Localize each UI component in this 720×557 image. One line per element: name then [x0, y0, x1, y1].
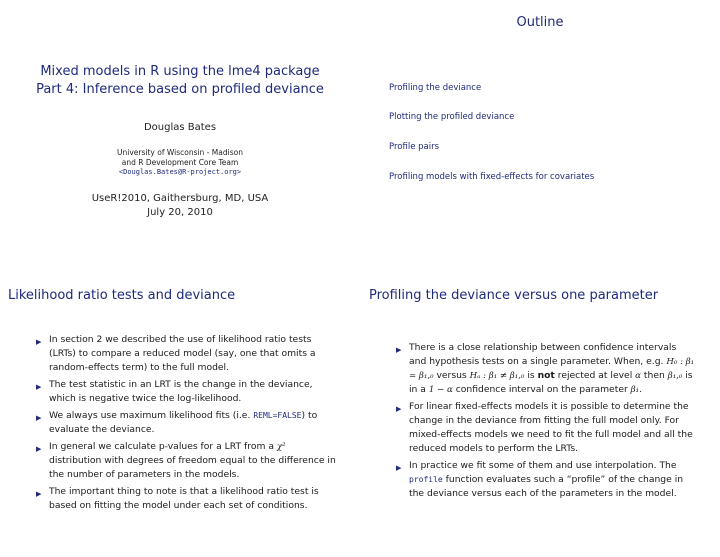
bullet-triangle-icon: ▶: [36, 445, 42, 453]
profile-bullet-list: [396, 341, 696, 504]
profile-title: Profiling the deviance versus one parameter: [369, 288, 659, 303]
list-item: ▶ In practice we fit some of them and use interpolation. The profile function evaluates such a “profile” of the change in the deviance versus each of the parameters in the model.: [396, 460, 684, 499]
author-name: Douglas Bates: [143, 122, 217, 133]
list-item: ▶ The test statistic in an LRT is the change in the deviance, which is negative twice the log-likelihood.: [36, 379, 313, 404]
list-item: ▶ There is a close relationship between confidence intervals and hypothesis tests on a single parameter. When, e.g. H₀ : β₁ = β₁,₀ versus Hₐ : β₁ ≠ β₁,₀ is not rejected at level α then β₁,₀ is in a 1 − α confidence interval on the parameter β₁.: [396, 342, 695, 395]
bullet-triangle-icon: ▶: [36, 490, 42, 498]
bullet-triangle-icon: ▶: [396, 346, 402, 354]
reml-false-code: REML=FALSE: [253, 411, 302, 420]
lrt-slide: [0, 279, 360, 557]
event-name: UseR!2010, Gaithersburg, MD, USA: [91, 193, 269, 204]
profile-slide: [360, 279, 720, 557]
list-item: ▶ In section 2 we described the use of likelihood ratio tests (LRTs) to compare a reduced model (say, one that omits a random-effects term) to the full model.: [36, 334, 316, 373]
bullet-triangle-icon: ▶: [36, 383, 42, 391]
bullet-triangle-icon: ▶: [36, 338, 42, 346]
outline-item-profile-pairs[interactable]: Profile pairs: [389, 142, 440, 152]
talk-title-line1: Mixed models in R using the lme4 package: [40, 64, 320, 79]
bullet-triangle-icon: ▶: [396, 405, 402, 413]
outline-slide: [360, 0, 720, 278]
affiliation-line1: University of Wisconsin - Madison: [117, 148, 243, 157]
affiliation-line2: and R Development Core Team: [121, 158, 239, 167]
author-email[interactable]: <Douglas.Bates@R-project.org>: [118, 168, 242, 176]
profile-function-code: profile: [409, 475, 443, 484]
chi-squared-symbol: χ²: [276, 442, 286, 452]
talk-title-line2: Part 4: Inference based on profiled deviance: [36, 82, 324, 97]
outline-title: Outline: [516, 15, 564, 30]
outline-item-profiling-deviance[interactable]: Profiling the deviance: [389, 83, 482, 93]
bullet-triangle-icon: ▶: [396, 464, 402, 472]
event-date: July 20, 2010: [147, 207, 213, 218]
outline-item-plotting-profile[interactable]: Plotting the profiled deviance: [389, 112, 515, 122]
list-item: ▶ We always use maximum likelihood fits (i.e. REML=FALSE) to evaluate the deviance.: [36, 410, 318, 435]
outline-item-fixed-effects-covariates[interactable]: Profiling models with fixed-effects for covariates: [389, 172, 595, 182]
lrt-title: Likelihood ratio tests and deviance: [8, 288, 236, 303]
lrt-bullet-list: [36, 333, 336, 516]
title-slide: [0, 0, 360, 278]
bullet-triangle-icon: ▶: [36, 414, 42, 422]
list-item: ▶ The important thing to note is that a likelihood ratio test is based on fitting the model under each set of conditions.: [36, 486, 319, 511]
list-item: ▶ For linear fixed-effects models it is possible to determine the change in the deviance from fitting the full model only. For mixed-effects models we need to fit the full model and all the reduced models to perform the LRTs.: [396, 401, 693, 454]
list-item: ▶ In general we calculate p-values for a LRT from a χ² distribution with degrees of freedom equal to the difference in the number of parameters in the models.: [36, 441, 336, 480]
